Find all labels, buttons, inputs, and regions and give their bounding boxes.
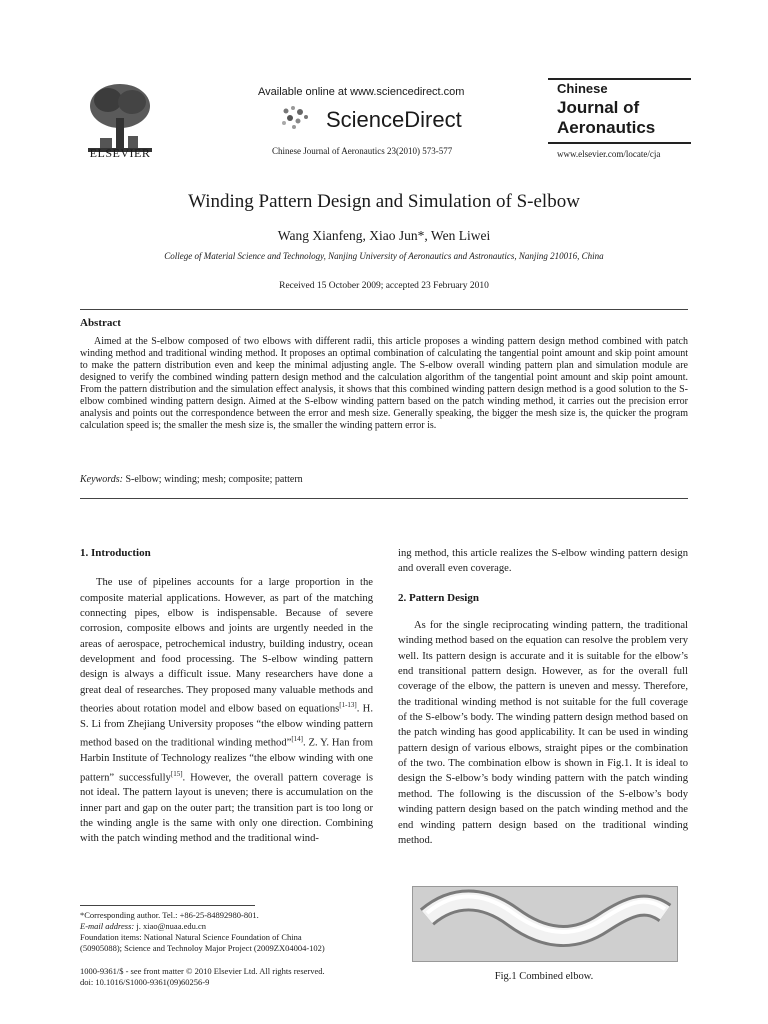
email-label: E-mail address:	[80, 921, 135, 931]
abstract-bottom-rule	[80, 498, 688, 499]
article-title: Winding Pattern Design and Simulation of S-elbow	[188, 191, 580, 212]
sciencedirect-dots-icon	[280, 103, 320, 133]
page-footer	[80, 966, 380, 988]
foundation-line-2: (50905088); Science and Technoloy Major Project (2009ZX04004-102)	[80, 943, 325, 953]
reference-14[interactable]: [14]	[291, 735, 303, 744]
reference-15[interactable]: [15]	[170, 769, 183, 778]
journal-url[interactable]: www.elsevier.com/locate/cja	[557, 149, 661, 159]
right-column	[398, 546, 688, 848]
corresponding-author-note: *Corresponding author. Tel.: +86-25-84892980-801.	[80, 910, 259, 920]
journal-title-line3: Aeronautics	[557, 118, 656, 137]
section-heading-introduction: 1. Introduction	[80, 547, 151, 559]
keywords-line	[80, 474, 303, 485]
left-column	[80, 546, 373, 847]
reference-1-13[interactable]: [1-13]	[339, 701, 357, 710]
intro-paragraph	[80, 575, 373, 846]
footnotes	[80, 910, 380, 954]
journal-title-line2: Journal of	[557, 98, 640, 117]
foundation-line-1: Foundation items: National Natural Science Foundation of China	[80, 932, 302, 942]
intro-text-3: . Z. Y. Han from Harbin Institute of Technology realizes “the elbow winding with one pattern” successfully	[80, 737, 373, 784]
keywords-label: Keywords:	[80, 474, 123, 485]
journal-box-top-rule	[548, 78, 691, 80]
journal-box-bottom-rule	[548, 142, 691, 144]
abstract-top-rule	[80, 309, 688, 310]
received-dates: Received 15 October 2009; accepted 23 February 2010	[279, 281, 489, 291]
article-authors: Wang Xianfeng, Xiao Jun*, Wen Liwei	[277, 228, 491, 243]
sciencedirect-wordmark: ScienceDirect	[326, 107, 462, 132]
copyright-line: 1000-9361/$ - see front matter © 2010 Elsevier Ltd. All rights reserved.	[80, 966, 325, 976]
author-affiliation: College of Material Science and Technology, Nanjing University of Aeronautics and Astronautics, Nanjing 210016, China	[164, 251, 604, 261]
continued-paragraph: ing method, this article realizes the S-elbow winding pattern design and overall even coverage.	[398, 548, 688, 575]
email-address[interactable]: j. xiao@nuaa.edu.cn	[134, 921, 207, 931]
combined-elbow-figure	[412, 886, 678, 962]
publisher-name: ELSEVIER	[89, 146, 151, 160]
email-line	[80, 921, 380, 932]
s-elbow-render-icon	[413, 887, 677, 961]
pattern-design-paragraph: As for the single reciprocating winding pattern, the traditional winding method based on the equation can resolve the problem very well. Its pattern design is accurate and it is suitable for the elbow’s end transitional pattern design. However, as for the overall full coverage of the elbow, the pattern is uneven and messy. Therefore, the traditional winding method is not suitable for the full coverage of the S-elbow’s body. The winding pattern design method based on the patch winding has good applicability. It can be used in winding pattern design of various elbows, straight pipes or the combination of the two. The combination elbow is shown in Fig.1. It is ideal to design the S-elbow’s body winding pattern with the patch winding method. The following is the discussion of the S-elbow’s body winding pattern design based on the patch winding method and the end winding pattern design based on the traditional winding method.	[398, 620, 688, 846]
abstract-heading: Abstract	[80, 317, 121, 329]
figure-caption: Fig.1 Combined elbow.	[494, 971, 594, 982]
intro-text-4: . However, the overall pattern coverage is not ideal. The pattern layout is uneven; there is accumulation on the inner part and gap on the outer part; the transition part is too long or the winding angle is the same with only one direction. Combining with the patch winding method and the traditional wind-	[80, 772, 374, 845]
journal-citation: Chinese Journal of Aeronautics 23(2010) 573-577	[272, 146, 453, 156]
keywords-list: S-elbow; winding; mesh; composite; pattern	[125, 474, 303, 485]
section-heading-pattern-design: 2. Pattern Design	[398, 591, 479, 604]
intro-text-1: The use of pipelines accounts for a large proportion in the composite material applications. However, as part of the matching connecting pipes, elbow is indispensable. Because of severe corrosion, composite elbows and joints are urgently needed in the areas of aerospace, petrochemical industry, building industry, ocean development and food processing. The S-elbow winding pattern design is always a difficult issue. Many researchers have done a great deal of researches. They proposed many valuable methods and theories about rotation model and elbow based on equations	[80, 577, 373, 715]
abstract-text: Aimed at the S-elbow composed of two elbows with different radii, this article proposes a winding pattern design method combined with patch winding method and traditional winding method. It proposes an optimal combination of calculating the tangential point amount and skip point amount to make the pattern distribution even and keep the minimal adjusting angle. The S-elbow overall winding pattern plan and simulation module are designed to verify the combined winding pattern design method and the calculation algorithm of the tangential point amount and skip point amount. From the pattern distribution and the simulation effect analysis, it shows that this combined winding pattern design method is a good solution to the S-elbow combined winding pattern design. Aimed at the S-elbow winding pattern based on the patch winding method, it carries out the precision error analysis and points out the correspondence between the error and mesh size. Generally speaking, the bigger the mesh size is, the quicker the program calculation speed is; the smaller the mesh size is, the smaller the winding pattern error is.	[80, 336, 688, 431]
journal-title-line1: Chinese	[557, 81, 608, 96]
intro-text-2: . H. S. Li from Zhejiang University proposes “the elbow winding pattern method based on the traditional winding method”	[80, 703, 373, 749]
doi-line[interactable]: doi: 10.1016/S1000-9361(09)60256-9	[80, 977, 210, 987]
available-online-text: Available online at www.sciencedirect.com	[258, 86, 465, 98]
footnote-rule	[80, 905, 255, 906]
